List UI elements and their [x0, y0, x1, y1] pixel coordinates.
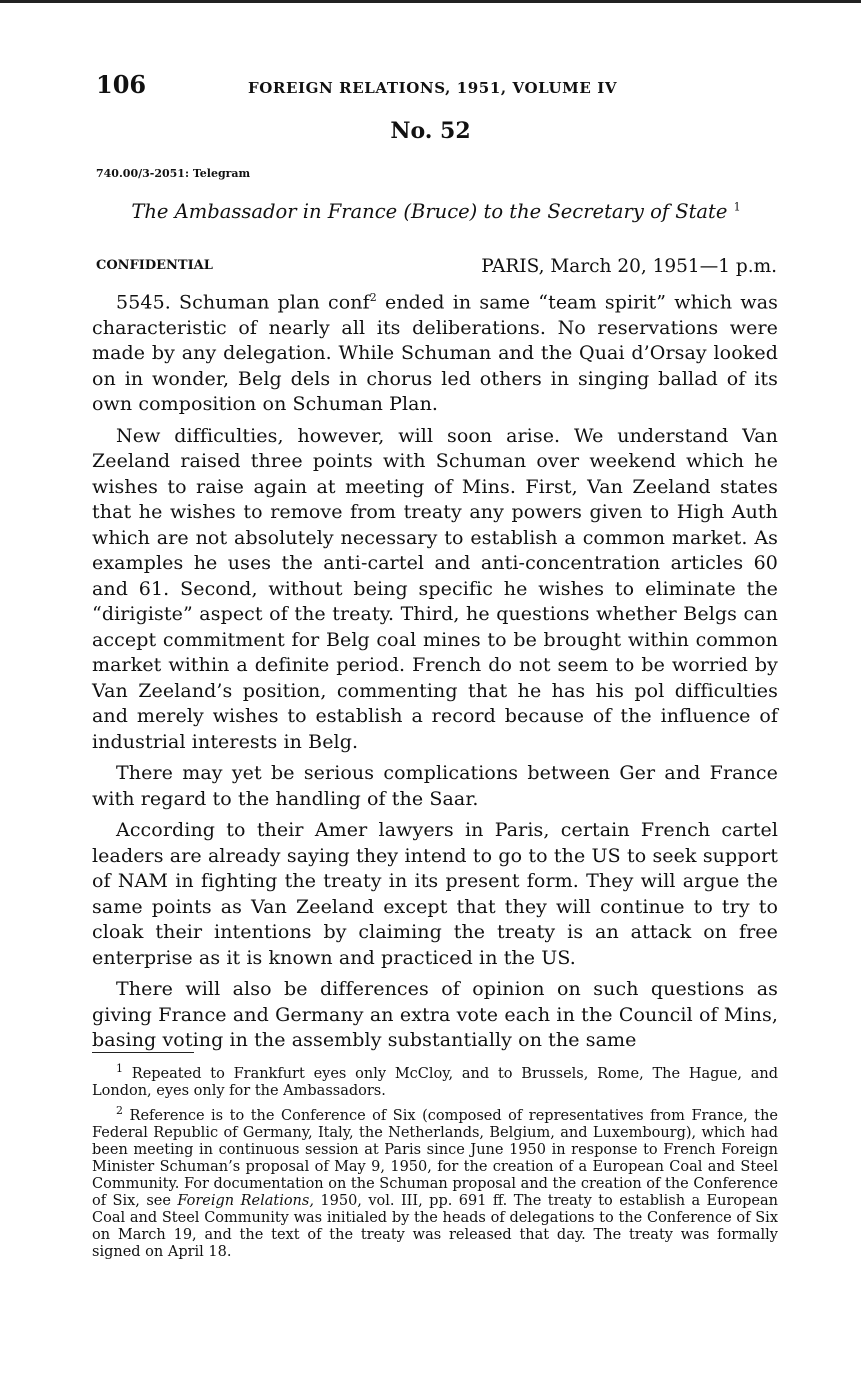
body-paragraph-1	[92, 285, 778, 418]
body-paragraph-3: There may yet be serious complications between Ger and France with regard to the handling of the Saar.	[92, 762, 778, 810]
footnote-marker: 1	[116, 1062, 123, 1075]
top-edge-rule	[0, 0, 861, 3]
footnote-text: Reference is to the Conference of Six (composed of representatives from France, the Federal Republic of Germany, Italy, the Netherlands, Belgium, and Luxembourg), which had been meeting in continuous session at Paris since June 1950 in response to French Foreign Minister Schuman’s proposal of May 9, 1950, for the creation of a European Coal and Steel Community. For documentation on the Schuman proposal and the creation of the Conference of Six, see	[92, 1107, 779, 1209]
paragraph-text: ended in same “team spirit” which was characteristic of nearly all its deliberations. No reservations were made by any delegation. While Schuman and the Quai d’Orsay looked on in wonder, Belg dels in chorus led others in singing ballad of its own composition on Schuman Plan.	[92, 291, 778, 416]
classification-label: CONFIDENTIAL	[96, 258, 213, 273]
publication-title: Foreign Relations,	[177, 1192, 314, 1209]
footnote-marker: 2	[369, 291, 377, 304]
footnote-2	[92, 1102, 778, 1261]
paragraph-text: 5545. Schuman plan conf	[116, 291, 370, 314]
footnote-text: 1950, vol. III, pp. 691 ff. The treaty to establish a European Coal and Steel Community was initialed by the heads of delegations to the Conference of Six on March 19, and the text of the treaty was released that day. The treaty was formally signed on April 18.	[92, 1192, 778, 1260]
footnote-marker: 2	[116, 1103, 123, 1117]
footnotes	[92, 1060, 778, 1263]
running-head: FOREIGN RELATIONS, 1951, VOLUME IV	[248, 79, 618, 97]
body-paragraph-4: According to their Amer lawyers in Paris, certain French cartel leaders are already saying they intend to go to the US to seek support of NAM in fighting the treaty in its present form. They will argue the same points as Van Zeeland except that they will continue to try to cloak their intentions by claiming the treaty is an attack on free enterprise as it is known and practiced in the US.	[92, 819, 778, 969]
page-number: 106	[96, 70, 147, 99]
body-paragraph-2: New difficulties, however, will soon arise. We understand Van Zeeland raised three points with Schuman over weekend which he wishes to raise again at meeting of Mins. First, Van Zeeland states that he wishes to remove from treaty any powers given to High Auth which are not absolutely necessary to establish a common market. As examples he uses the anti-cartel and anti-concentration articles 60 and 61. Second, without being specific he wishes to eliminate the “dirigiste” aspect of the treaty. Third, he questions whether Belgs can accept commitment for Belg coal mines to be brought within common market within a definite period. French do not seem to be worried by Van Zeeland’s position, commenting that he has his pol difficulties and merely wishes to establish a record because of the influence of industrial interests in Belg.	[92, 424, 778, 753]
document-title-text: The Ambassador in France (Bruce) to the Secretary of State	[131, 200, 728, 223]
body-paragraph-5: There will also be differences of opinion on such questions as giving France and Germany an extra vote each in the Council of Mins, basing voting in the assembly substantially on the same	[92, 978, 778, 1052]
footnote-text: Repeated to Frankfurt eyes only McCloy, and to Brussels, Rome, The Hague, and London, eyes only for the Ambassadors.	[92, 1065, 778, 1099]
footnote-1	[92, 1060, 778, 1100]
footnote-marker: 1	[733, 200, 741, 214]
document-title	[96, 200, 776, 223]
file-reference: 740.00/3-2051: Telegram	[96, 167, 251, 180]
footnote-separator	[92, 1052, 194, 1053]
document-number: No. 52	[390, 118, 471, 144]
telegram-body	[92, 285, 778, 1060]
dateline: PARIS, March 20, 1951—1 p.m.	[481, 256, 777, 277]
